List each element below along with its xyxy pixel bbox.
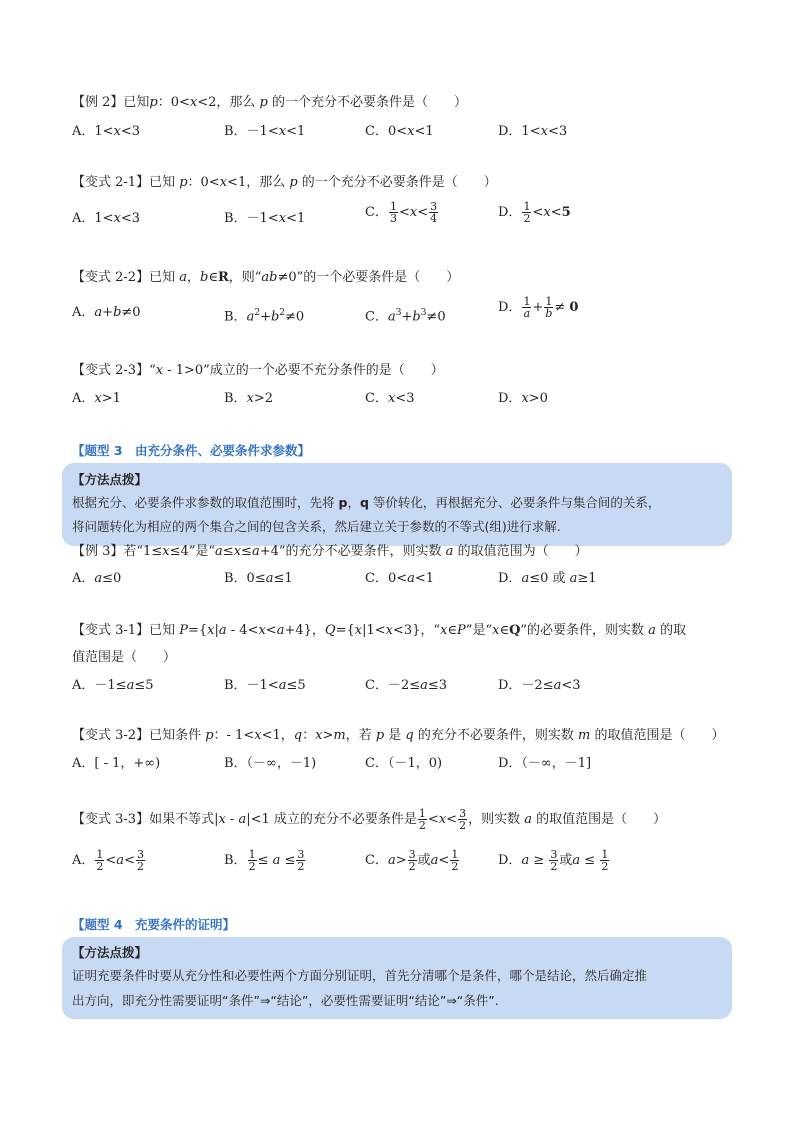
variant-2-2-option-d: D． $\frac{1}{a}$ + $\frac{1}{b}$ ≠ 0	[498, 295, 579, 320]
variant-3-2-option-d: D．（－∞，－1]	[498, 756, 592, 771]
variant-2-2-option-b: B．$a^2+b^2\ne 0$	[224, 308, 305, 325]
variant-2-3-option-c: C．x<3	[365, 391, 415, 406]
variant-3-1-stem-line-1: 【变式 3-1】已知 P={x|a - 4<x<a+4}，Q={x|1<x<3}，“x∈P”是“x∈Q”的必要条件，则实数 a 的取	[72, 623, 687, 638]
variant-3-3-stem: 【变式 3-3】如果不等式|x - a|<1 成立的充分不必要条件是 $\frac{1}{2}$ <x< $\frac{3}{2}$ ，则实数 a 的取值范围是（ ）	[72, 807, 667, 832]
variant-3-2-stem: 【变式 3-2】已知条件 p：- 1<x<1，q：x>m，若 p 是 q 的充分不必要条件，则实数 m 的取值范围是（ ）	[72, 728, 725, 743]
variant-2-3-option-b: B．x>2	[224, 391, 274, 406]
variant-2-1-option-b: B．－1<x<1	[224, 211, 306, 226]
example-3-option-b: B．0≤a≤1	[224, 571, 293, 586]
variant-3-3-option-b: B． $\frac{1}{2}$ ≤ a ≤ $\frac{3}{2}$	[224, 848, 305, 873]
section-3-tip-line-1: 根据充分、必要条件求参数的取值范围时，先将 p，q 等价转化，再根据充分、必要条件与集合间的关系，	[72, 495, 661, 510]
variant-3-1-option-d: D．－2≤a<3	[498, 678, 581, 693]
variant-3-1-option-a: A．－1≤a≤5	[72, 678, 154, 693]
variant-3-2-option-c: C．（－1，0)	[365, 756, 443, 771]
variant-2-3-stem: 【变式 2-3】“x - 1>0”成立的一个必要不充分条件的是（ ）	[72, 363, 444, 378]
example-2-option-b: B．－1<x<1	[224, 124, 306, 139]
variant-3-2-option-b: B．（－∞，－1)	[224, 756, 317, 771]
variant-3-3-option-a: A． $\frac{1}{2}$ <a< $\frac{3}{2}$	[72, 848, 144, 873]
example-2-option-c: C．0<x<1	[365, 124, 434, 139]
example-3-option-d: D．a≤0 或 a≥1	[498, 571, 597, 586]
section-4-title: 【题型 4 充要条件的证明】	[72, 917, 236, 932]
section-4-tip-line-2: 出方向，即充分性需要证明“条件”⇒“结论”，必要性需要证明“结论”⇒“条件”.	[72, 993, 499, 1008]
variant-3-1-stem-line-2: 值范围是（ ）	[72, 650, 177, 665]
example-2-stem: 【例 2】已知p：0<x<2，那么 p 的一个充分不必要条件是（ ）	[72, 95, 468, 110]
example-3-stem: 【例 3】若“1≤x≤4”是“a≤x≤a+4”的充分不必要条件，则实数 a 的取值范围为（ ）	[72, 544, 588, 559]
variant-2-2-option-c: C．$a^3+b^3\ne 0$	[365, 308, 446, 325]
variant-3-2-option-a: A．[ - 1，+∞)	[72, 756, 161, 771]
section-3-title: 【题型 3 由充分条件、必要条件求参数】	[72, 443, 311, 458]
section-4-tip-title: 【方法点拨】	[72, 945, 148, 960]
variant-2-2-stem: 【变式 2-2】已知 a，b∈R，则“ab≠0”的一个必要条件是（ ）	[72, 270, 460, 285]
variant-3-1-option-c: C．－2≤a≤3	[365, 678, 448, 693]
variant-2-1-option-c: C． $\frac{1}{3}$ <x< $\frac{3}{4}$	[365, 200, 438, 225]
example-3-option-c: C．0<a<1	[365, 571, 435, 586]
variant-2-1-stem: 【变式 2-1】已知 p：0<x<1，那么 p 的一个充分不必要条件是（ ）	[72, 175, 497, 190]
variant-2-2-option-a: A．a+b≠0	[72, 305, 141, 320]
variant-3-3-option-d: D．a ≥ $\frac{3}{2}$ 或a ≤ $\frac{1}{2}$	[498, 848, 609, 873]
variant-2-3-option-d: D．x>0	[498, 391, 548, 406]
example-2-option-a: A．1<x<3	[72, 124, 141, 139]
example-2-option-d: D．1<x<3	[498, 124, 568, 139]
variant-2-3-option-a: A．x>1	[72, 391, 121, 406]
example-3-option-a: A．a≤0	[72, 571, 122, 586]
section-3-tip-title: 【方法点拨】	[72, 472, 148, 487]
section-3-tip-line-2: 将问题转化为相应的两个集合之间的包含关系，然后建立关于参数的不等式(组)进行求解.	[72, 519, 561, 534]
variant-3-3-option-c: C．a> $\frac{3}{2}$ 或a< $\frac{1}{2}$	[365, 848, 459, 873]
section-4-tip-line-1: 证明充要条件时要从充分性和必要性两个方面分别证明，首先分清哪个是条件，哪个是结论，然后确定推	[72, 968, 648, 983]
variant-2-1-option-a: A．1<x<3	[72, 211, 141, 226]
variant-2-1-option-d: D． $\frac{1}{2}$ <x<5	[498, 200, 571, 225]
variant-3-1-option-b: B．－1<a≤5	[224, 678, 306, 693]
